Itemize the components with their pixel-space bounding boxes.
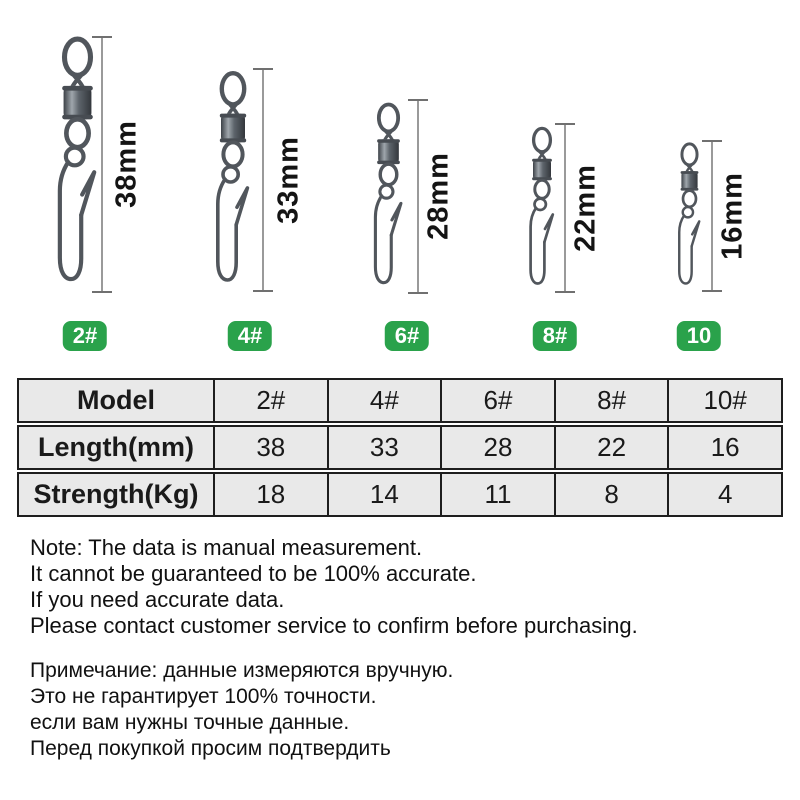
dimension-cap-bottom bbox=[555, 291, 575, 293]
dimension-label: 22mm bbox=[569, 164, 602, 252]
row-header: Length(mm) bbox=[19, 427, 215, 468]
dimension-line bbox=[101, 37, 103, 292]
dimension-label: 28mm bbox=[422, 152, 455, 240]
note-line: It cannot be guaranteed to be 100% accurate. bbox=[30, 561, 477, 586]
note-line: Примечание: данные измеряются вручную. bbox=[30, 659, 454, 682]
table-row-model bbox=[17, 378, 783, 423]
table-cell: 10# bbox=[703, 385, 747, 415]
note-line: Это не гарантирует 100% точности. bbox=[30, 685, 377, 708]
dimension-label: 38mm bbox=[110, 120, 143, 208]
dimension-cap-bottom bbox=[408, 292, 428, 294]
size-badge: 2# bbox=[63, 321, 107, 351]
dimension-line bbox=[564, 124, 566, 292]
table-cell: 4 bbox=[717, 479, 733, 509]
table-cell: 4# bbox=[329, 380, 443, 421]
size-badge: 8# bbox=[533, 321, 577, 351]
table-cell: 18 bbox=[215, 474, 329, 515]
dimension-cap-top bbox=[408, 99, 428, 101]
table-cell: 14 bbox=[329, 474, 443, 515]
note-english bbox=[30, 535, 638, 639]
size-badge: 10 bbox=[677, 321, 721, 351]
dimension-cap-bottom bbox=[92, 291, 112, 293]
note-line: если вам нужны точные данные. bbox=[30, 711, 350, 734]
dimension-cap-top bbox=[92, 36, 112, 38]
table-cell: 2# bbox=[215, 380, 329, 421]
swivel-illustration bbox=[54, 33, 101, 293]
note-russian bbox=[30, 658, 453, 762]
swivel-illustration bbox=[676, 140, 703, 292]
table-cell: 22 bbox=[556, 427, 670, 468]
dimension-line bbox=[262, 69, 264, 291]
table-cell: 33 bbox=[329, 427, 443, 468]
spec-table bbox=[17, 378, 783, 519]
size-badge: 4# bbox=[228, 321, 272, 351]
table-cell: 16 bbox=[710, 432, 740, 462]
table-row-length bbox=[17, 425, 783, 470]
table-cell: 38 bbox=[215, 427, 329, 468]
row-header: Model bbox=[19, 380, 215, 421]
dimension-cap-bottom bbox=[253, 290, 273, 292]
row-header: Strength(Kg) bbox=[19, 474, 215, 515]
table-cell: 8 bbox=[556, 474, 670, 515]
dimension-line bbox=[417, 100, 419, 293]
table-cell: 8# bbox=[556, 380, 670, 421]
table-cell: 28 bbox=[442, 427, 556, 468]
table-cell: 11 bbox=[442, 474, 556, 515]
table-cell: 6# bbox=[442, 380, 556, 421]
note-line: If you need accurate data. bbox=[30, 587, 285, 612]
size-badge: 6# bbox=[385, 321, 429, 351]
dimension-cap-bottom bbox=[702, 290, 722, 292]
swivel-illustration bbox=[527, 124, 557, 293]
note-line: Please contact customer service to confirm before purchasing. bbox=[30, 613, 638, 638]
table-row-strength bbox=[17, 472, 783, 517]
dimension-label: 16mm bbox=[716, 172, 749, 260]
dimension-cap-top bbox=[555, 123, 575, 125]
note-line: Перед покупкой просим подтвердить bbox=[30, 737, 391, 760]
swivel-illustration bbox=[371, 100, 406, 293]
dimension-cap-top bbox=[253, 68, 273, 70]
dimension-label: 33mm bbox=[272, 136, 305, 224]
dimension-cap-top bbox=[702, 140, 722, 142]
dimension-line bbox=[711, 141, 713, 291]
swivel-illustration bbox=[213, 68, 253, 292]
note-line: Note: The data is manual measurement. bbox=[30, 535, 423, 560]
